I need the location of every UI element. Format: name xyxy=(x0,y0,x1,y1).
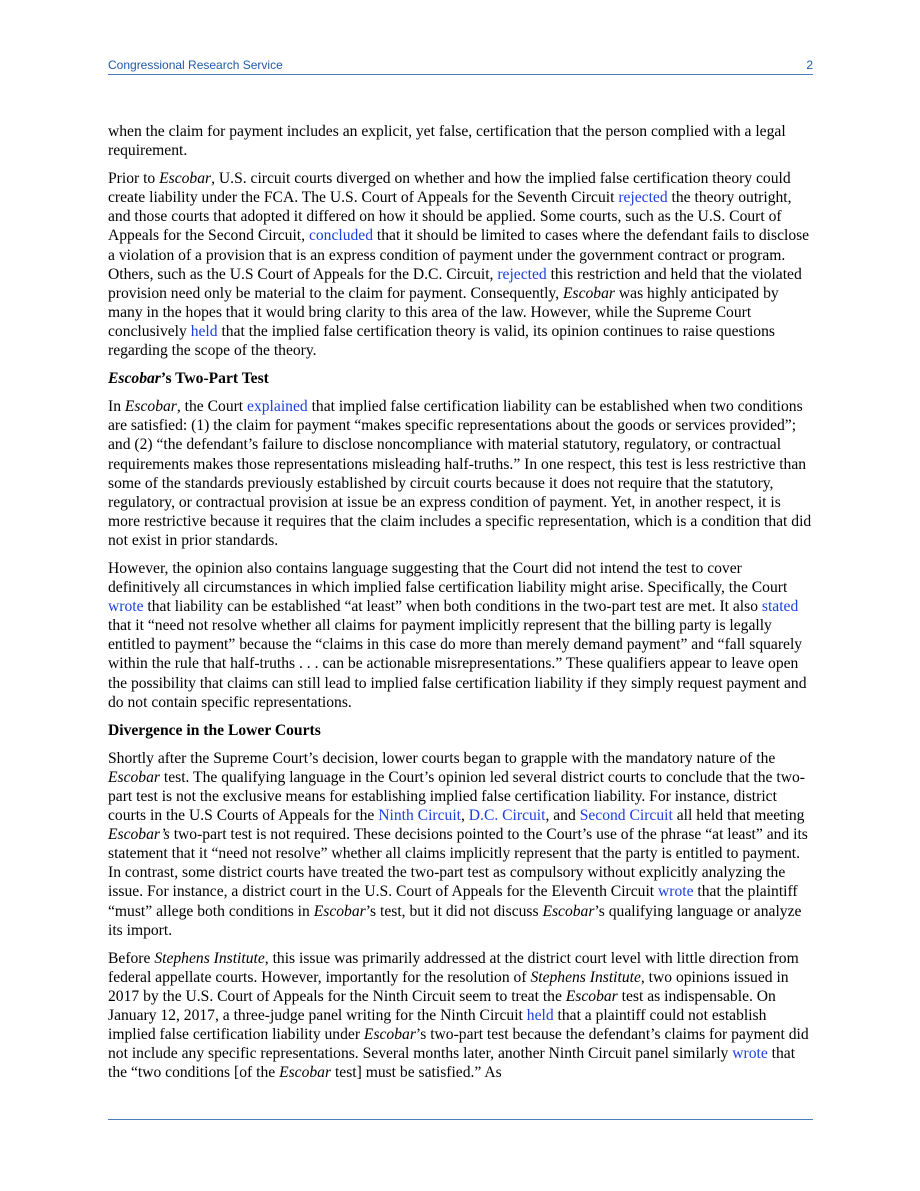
heading-two-part-test: Escobar’s Two-Part Test xyxy=(108,370,269,388)
page-number: 2 xyxy=(806,58,813,72)
paragraph-5: Shortly after the Supreme Court’s decision, lower courts began to grapple with the mandatory nature of the Escobar test. The qualifying language in the Court’s opinion led several district courts to conclude that the two-part test is not the exclusive means for establishing implied false certification liability. For instance, district courts in the U.S Courts of Appeals for the Ninth Circuit, D.C. Circuit, and Second Circuit all held that meeting Escobar’s two-part test is not required. These decisions pointed to the Court’s use of the phrase “at least” and its statement that it “need not resolve” whether all claims implicitly represent that the party is entitled to payment. In contrast, some district courts have treated the two-part test as compulsory without explicitly analyzing the issue. For instance, a district court in the U.S. Court of Appeals for the Eleventh Circuit wrote that the plaintiff “must” allege both conditions in Escobar’s test, but it did not discuss Escobar’s qualifying language or analyze its import. xyxy=(108,749,808,939)
document-body xyxy=(108,122,813,1091)
paragraph-1: when the claim for payment includes an explicit, yet false, certification that the person complied with a legal requirement. xyxy=(108,123,786,160)
link-held-supreme[interactable]: held xyxy=(190,322,218,340)
link-stated[interactable]: stated xyxy=(761,598,799,616)
paragraph-4: However, the opinion also contains language suggesting that the Court did not intend the test to cover definitively all circumstances in which implied false certification liability might arise. Specifically, the Court wrote that liability can be established “at least” when both conditions in the two-part test are met. It also stated that it “need not resolve whether all claims for payment implicitly represent that the billing party is legally entitled to payment” because the “claims in this case do more than merely demand payment” and “fall squarely within the rule that half-truths . . . can be actionable misrepresentations.” These qualifiers appear to leave open the possibility that claims can still lead to implied false certification liability if they simply request payment and do not contain specific representations. xyxy=(108,559,807,711)
link-held-ninth[interactable]: held xyxy=(526,1007,554,1025)
link-wrote-eleventh[interactable]: wrote xyxy=(658,883,694,901)
paragraph-6: Before Stephens Institute, this issue was primarily addressed at the district court level with little direction from federal appellate courts. However, importantly for the resolution of Stephens Institute, two opinions issued in 2017 by the U.S. Court of Appeals for the Ninth Circuit seem to treat the Escobar test as indispensable. On January 12, 2017, a three-judge panel writing for the Ninth Circuit held that a plaintiff could not establish implied false certification liability under Escobar’s two-part test because the defendant’s claims for payment did not include any specific representations. Several months later, another Ninth Circuit panel similarly wrote that the “two conditions [of the Escobar test] must be satisfied.” As xyxy=(108,949,809,1082)
link-ninth-circuit[interactable]: Ninth Circuit xyxy=(378,807,461,825)
link-wrote-ninth[interactable]: wrote xyxy=(732,1045,768,1063)
header-org: Congressional Research Service xyxy=(108,58,283,72)
link-explained[interactable]: explained xyxy=(247,398,308,416)
link-concluded[interactable]: concluded xyxy=(308,227,374,245)
link-dc-circuit[interactable]: D.C. Circuit xyxy=(468,807,546,825)
link-second-circuit[interactable]: Second Circuit xyxy=(579,807,673,825)
paragraph-3: In Escobar, the Court explained that implied false certification liability can be established when two conditions are satisfied: (1) the claim for payment “makes specific representations about the goods or services provided”; and (2) “the defendant’s failure to disclose noncompliance with material statutory, regulatory, or contractual requirements makes those representations misleading half-truths.” In one respect, this test is less restrictive than some of the standards previously established by circuit courts because it does not require that the statutory, regulatory, or contractual provision at issue be an express condition of payment. Yet, in another respect, it is more restrictive because it requires that the claim includes a specific representation, which is a condition that did not exist in prior standards. xyxy=(108,398,812,549)
link-rejected-dc[interactable]: rejected xyxy=(497,265,547,283)
page-header xyxy=(108,58,813,74)
link-rejected-seventh[interactable]: rejected xyxy=(618,189,668,207)
footer-rule xyxy=(108,1119,813,1120)
paragraph-2: Prior to Escobar, U.S. circuit courts diverged on whether and how the implied false certification theory could create liability under the FCA. The U.S. Court of Appeals for the Seventh Circuit rejected the theory outright, and those courts that adopted it differed on how it should be applied. Some courts, such as the U.S. Court of Appeals for the Second Circuit, concluded that it should be limited to cases where the defendant fails to disclose a violation of a provision that is an express condition of payment under the government contract or program. Others, such as the U.S Court of Appeals for the D.C. Circuit, rejected this restriction and held that the violated provision need only be material to the claim for payment. Consequently, Escobar was highly anticipated by many in the hopes that it would bring clarity to this area of the law. However, while the Supreme Court conclusively held that the implied false certification theory is valid, its opinion continues to raise questions regarding the scope of the theory. xyxy=(108,170,810,360)
link-wrote-court[interactable]: wrote xyxy=(108,598,144,616)
header-rule xyxy=(108,74,813,75)
heading-divergence: Divergence in the Lower Courts xyxy=(108,721,321,739)
